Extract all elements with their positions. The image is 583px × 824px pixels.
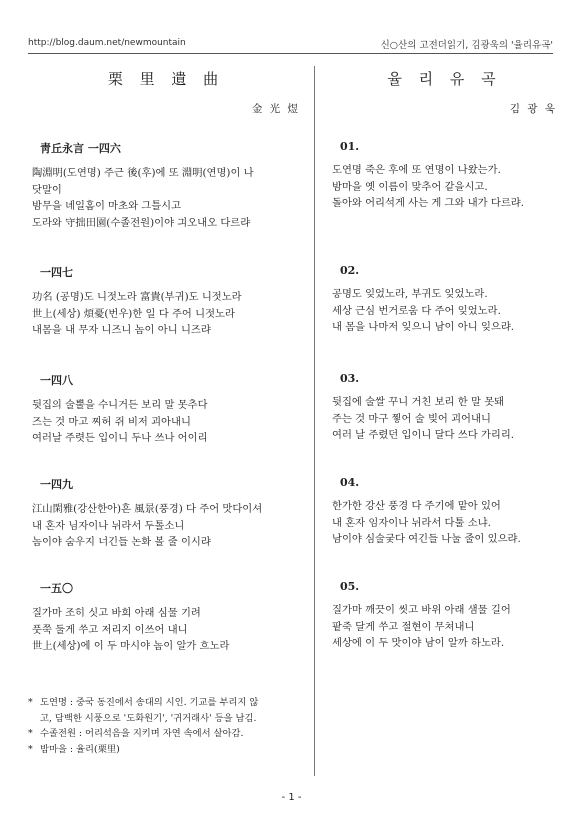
original-poem-4 bbox=[32, 476, 263, 551]
poem-number: 一四八 bbox=[40, 374, 73, 387]
header-url[interactable]: http://blog.daum.net/newmountain bbox=[28, 38, 186, 48]
poem-line: 팥죽 달게 쑤고 절현이 무쳐내니 bbox=[332, 620, 475, 633]
poem-number: 05. bbox=[340, 580, 360, 593]
poem-line: 주는 것 마구 찧어 술 빚어 괴어내니 bbox=[332, 412, 491, 425]
poem-number: 一四七 bbox=[40, 266, 73, 279]
poem-line: 내 몸을 나마저 잊으니 남이 아니 잊으랴. bbox=[332, 321, 515, 333]
footnote bbox=[28, 726, 298, 742]
poem-line: 江山閑雅(강산한아)흔 風景(풍경) 다 주어 맛다이셔 bbox=[32, 503, 263, 515]
footnote-bullet: * bbox=[28, 697, 33, 708]
poem-line: 내 혼자 님자이나 뉘라서 두톨소니 bbox=[32, 519, 185, 532]
poem-line: 世上(세상) 煩憂(번우)한 일 다 주어 니젓노라 bbox=[32, 307, 235, 320]
original-poem-3 bbox=[32, 372, 208, 447]
poem-number: 一五〇 bbox=[40, 582, 73, 595]
modern-poem-3 bbox=[332, 372, 515, 444]
modern-poem-5 bbox=[332, 580, 511, 652]
poem-line: 한가한 강산 풍경 다 주기에 맡아 있어 bbox=[332, 500, 501, 512]
poem-line: 뒷집에 술쌀 꾸니 거친 보리 한 말 못돼 bbox=[332, 396, 505, 408]
poem-line: 남이야 심술궂다 여긴들 나눌 줄이 있으랴. bbox=[332, 533, 521, 545]
column-divider bbox=[314, 66, 315, 776]
poem-line: 내몸을 내 무자 니즈니 놈이 아니 니즈랴 bbox=[32, 324, 211, 336]
poem-line: 질가마 조히 싯고 바희 아래 심물 기려 bbox=[32, 607, 201, 619]
poem-line: 陶淵明(도연명) 주근 後(후)에 또 淵明(연명)이 나 bbox=[32, 167, 254, 179]
poem-line: 내 혼자 임자이나 뉘라서 다툴 소냐. bbox=[332, 516, 491, 529]
poem-line: 功名 (공명)도 니젓노라 富貴(부귀)도 니젓노라 bbox=[32, 291, 242, 303]
poem-line: 닷말이 bbox=[32, 183, 62, 196]
poem-line: 밤마을 옛 이름이 맞추어 같을시고. bbox=[332, 180, 488, 193]
header-rule bbox=[28, 53, 553, 54]
poem-line: 돌아와 어리석게 사는 게 그와 내가 다르랴. bbox=[332, 197, 525, 209]
poem-line: 뒷집의 술뿔을 수니거든 보리 말 못추다 bbox=[32, 399, 208, 411]
poem-number: 靑丘永言 一四六 bbox=[40, 142, 121, 155]
poem-line: 놈이야 숨우지 너긴들 논화 볼 줄 이시랴 bbox=[32, 536, 211, 548]
poem-line: 질가마 깨끗이 씻고 바위 아래 샘물 길어 bbox=[332, 604, 511, 616]
modern-poem-1 bbox=[332, 140, 525, 212]
page-number: - 1 - bbox=[281, 792, 302, 803]
modern-poem-4 bbox=[332, 476, 521, 548]
poem-line: 도라와 守拙田園(수졸전원)이야 긔오내오 다르랴 bbox=[32, 216, 251, 229]
header-title: 신○산의 고전더읽기, 김광욱의 '율리유곡' bbox=[380, 40, 553, 51]
poem-number: 03. bbox=[340, 372, 360, 385]
original-poem-1 bbox=[32, 140, 254, 231]
original-poem-2 bbox=[32, 264, 242, 339]
original-author: 金 光 煜 bbox=[251, 103, 300, 115]
modern-text-column bbox=[332, 60, 557, 116]
poem-line: 공명도 잊었노라, 부귀도 잊었노라. bbox=[332, 288, 488, 300]
original-poem-5 bbox=[32, 580, 230, 655]
modern-title: 율 리 유 곡 bbox=[387, 70, 502, 88]
footnote bbox=[28, 742, 298, 758]
modern-poem-2 bbox=[332, 264, 515, 336]
poem-line: 밤무을 녜일홈이 마초와 그틀시고 bbox=[32, 200, 182, 212]
poem-number: 01. bbox=[340, 140, 360, 153]
footnote-bullet: * bbox=[28, 728, 33, 739]
poem-line: 世上(세상)에 이 두 마시야 놈이 알가 흐노라 bbox=[32, 640, 230, 652]
poem-line: 즈는 것 마고 찌허 쥐 비저 괴아내니 bbox=[32, 415, 191, 428]
poem-line: 세상에 이 두 맛이야 남이 알까 하노라. bbox=[332, 637, 505, 649]
original-text-column bbox=[32, 60, 300, 116]
poem-line: 여러 날 주렸던 입이니 달다 쓰다 가리리. bbox=[332, 429, 515, 441]
poem-line: 도연명 죽은 후에 또 연명이 나왔는가. bbox=[332, 164, 501, 176]
modern-author: 김 광 욱 bbox=[509, 103, 557, 115]
footnote-bullet: * bbox=[28, 743, 33, 755]
footnote-text: 밤마을 : 율리(栗里) bbox=[40, 743, 120, 755]
poem-line: 세상 근심 번거로움 다 주어 잊었노라. bbox=[332, 304, 501, 317]
poem-number: 一四九 bbox=[40, 478, 73, 491]
poem-line: 여러날 주렷든 입이니 두나 쓰나 어이리 bbox=[32, 432, 208, 444]
poem-number: 04. bbox=[340, 476, 360, 489]
footnote-continuation: 고, 담백한 시풍으로 '도화원기', '귀거래사' 등을 남김. bbox=[40, 712, 257, 724]
poem-number: 02. bbox=[340, 264, 360, 277]
footnotes bbox=[28, 695, 298, 757]
original-title: 栗 里 遺 曲 bbox=[107, 70, 225, 88]
poem-line: 풋쭉 둘게 쑤고 저리지 이쓰어 내니 bbox=[32, 623, 188, 636]
footnote-text: 수졸전원 : 어리석음을 지키며 자연 속에서 살아감. bbox=[40, 728, 244, 739]
footnote bbox=[28, 695, 298, 711]
footnote-text: 도연명 : 중국 동진에서 송대의 시인. 기교를 부리지 않 bbox=[40, 697, 259, 708]
